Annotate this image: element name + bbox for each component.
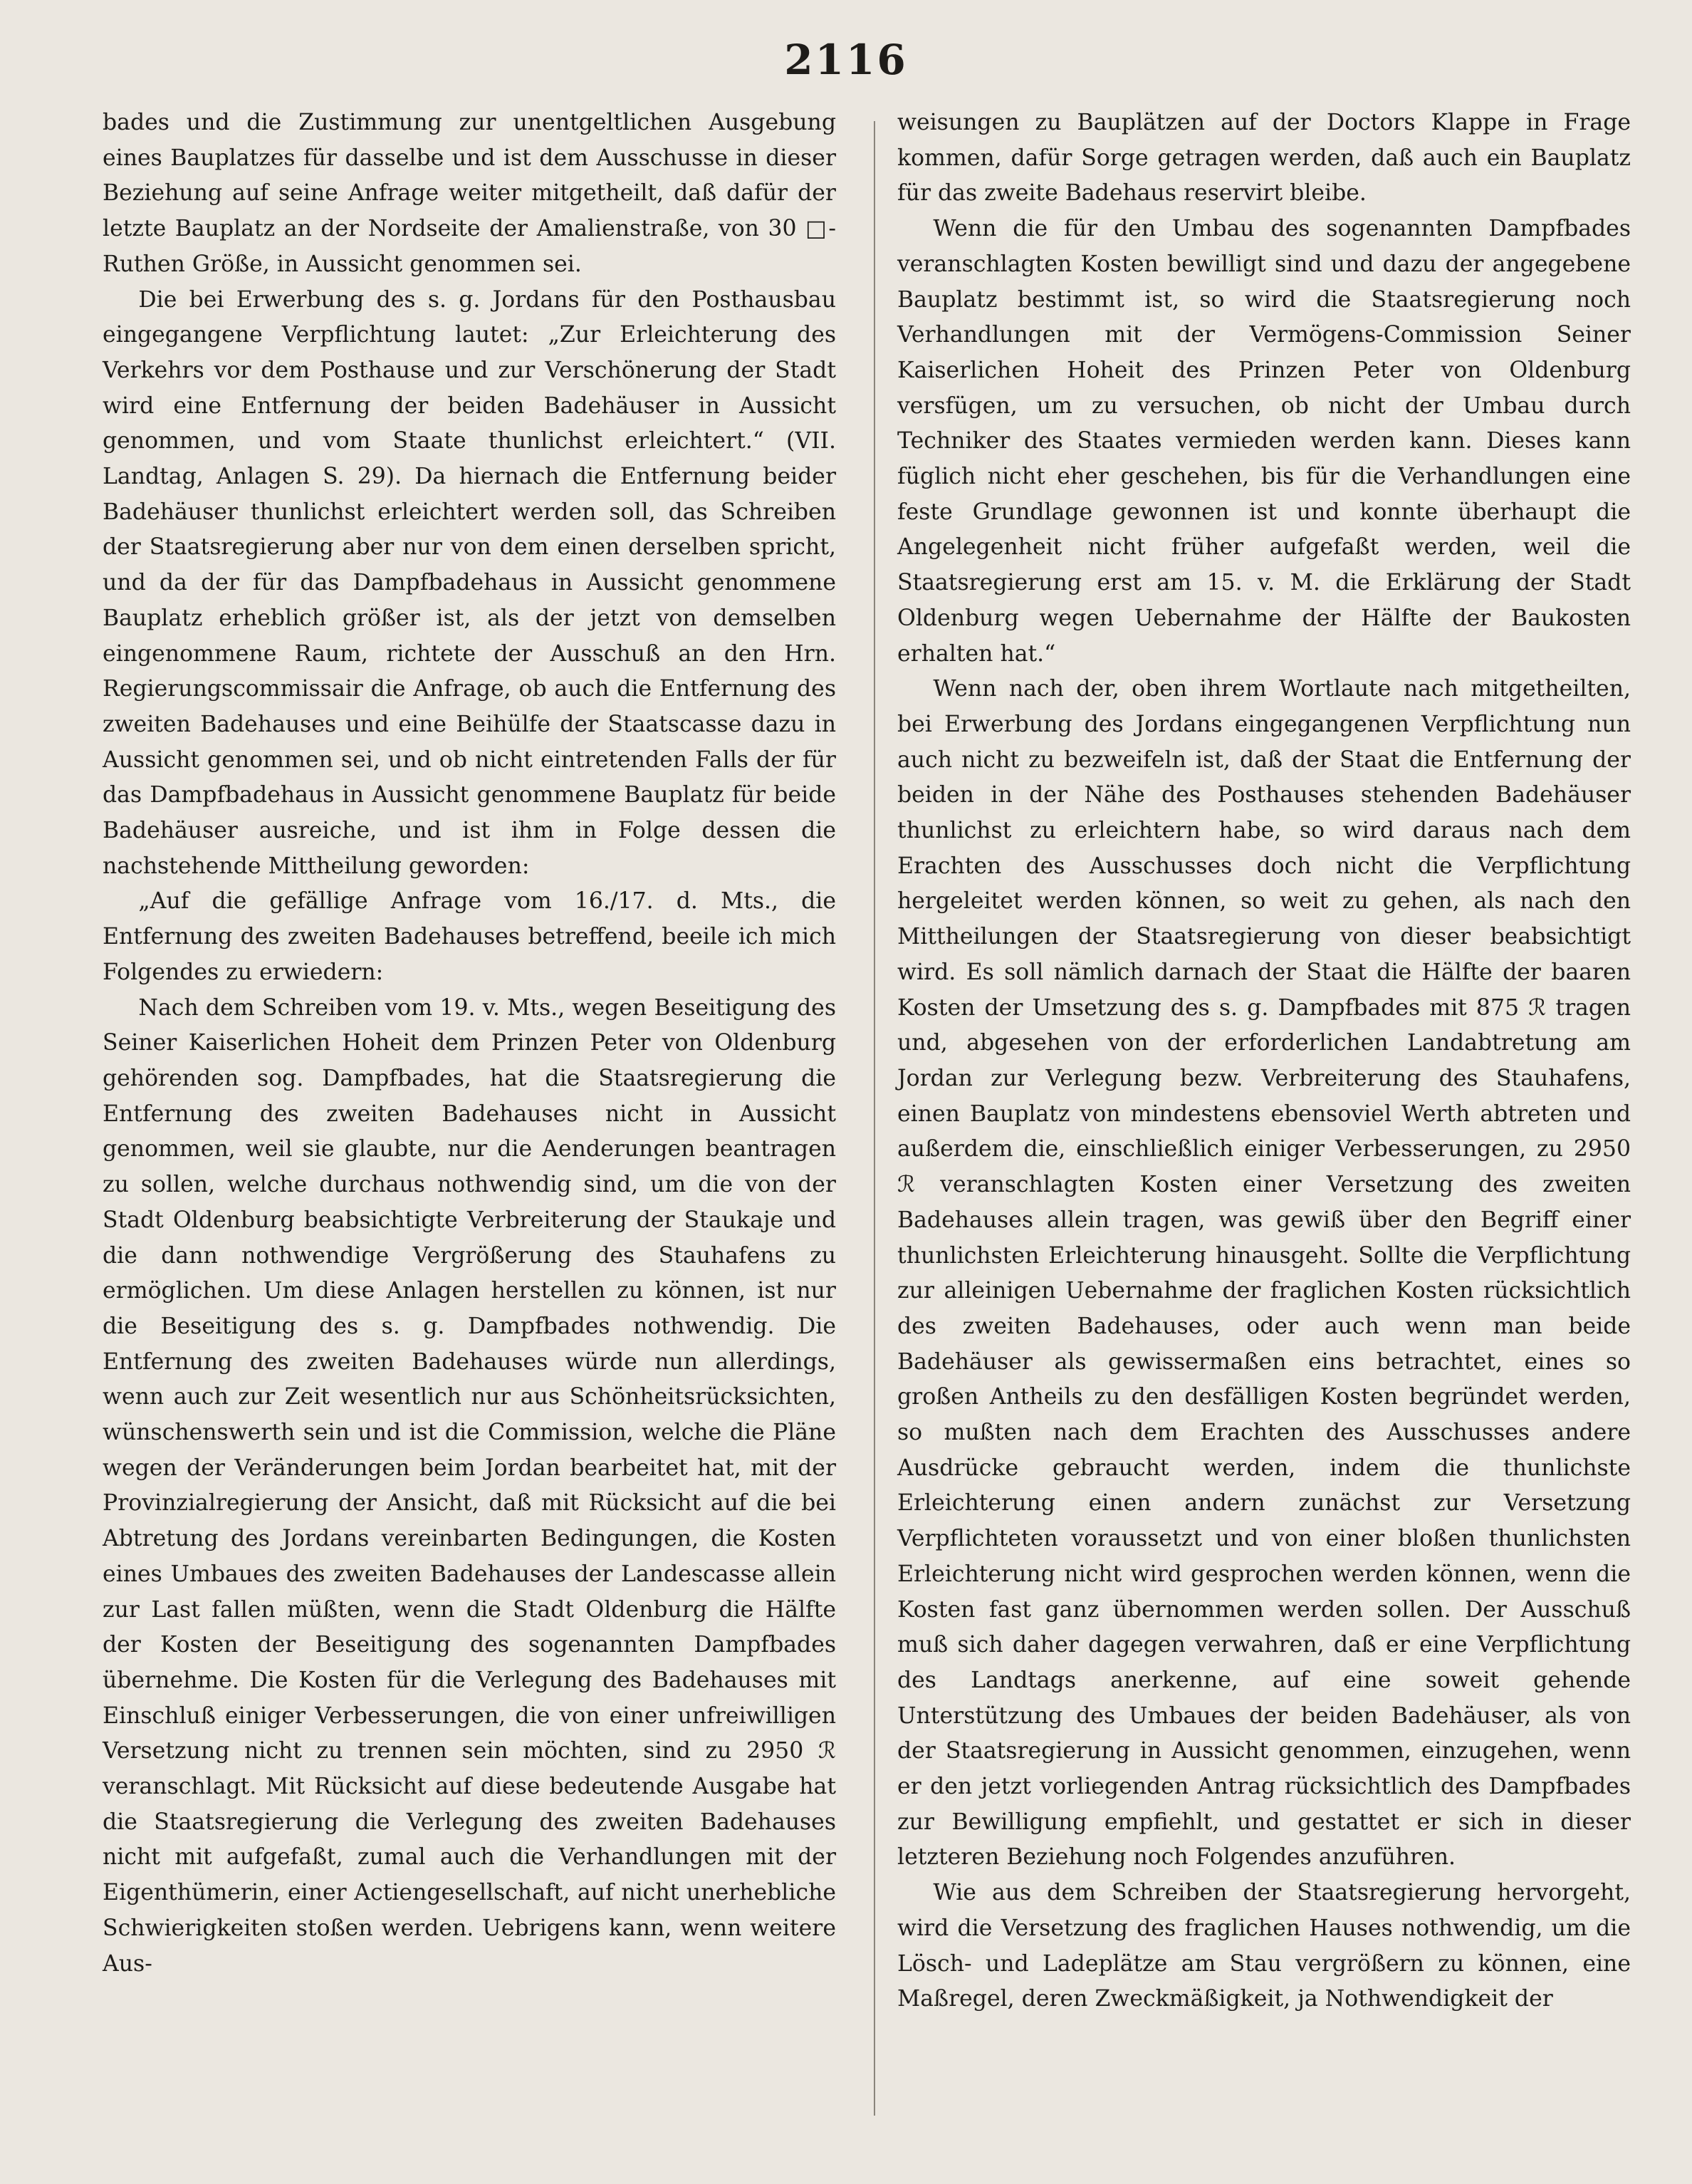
left-column	[103, 105, 836, 1982]
paragraph: Die bei Erwerbung des s. g. Jordans für den Posthausbau eingegangene Verpflichtung lautet: „Zur Erleichterung des Verkehrs vor dem Posthause und zur Verschönerung der Stadt wird eine Entfernung der beiden Badehäuser in Aussicht genommen, und vom Staate thunlichst erleichtert.“ (VII. Landtag, Anlagen S. 29). Da hiernach die Entfernung beider Badehäuser thunlichst erleichtert werden soll, das Schreiben der Staatsregierung aber nur von dem einen derselben spricht, und da der für das Dampfbadehaus in Aussicht genommene Bauplatz erheblich größer ist, als der jetzt von demselben eingenommene Raum, richtete der Ausschuß an den Hrn. Regierungscommissair die Anfrage, ob auch die Entfernung des zweiten Badehauses und eine Beihülfe der Staatscasse dazu in Aussicht genommen sei, und ob nicht eintretenden Falls der für das Dampfbadehaus in Aussicht genommene Bauplatz für beide Badehäuser ausreiche, und ist ihm in Folge dessen die nachstehende Mittheilung geworden:	[103, 286, 836, 879]
paragraph: Wie aus dem Schreiben der Staatsregierung hervorgeht, wird die Versetzung des fraglichen Hauses nothwendig, um die Lösch- und Ladeplätze am Stau vergrößern zu können, eine Maßregel, deren Zweckmäßigkeit, ja Nothwendigkeit der	[897, 1880, 1631, 2012]
right-column	[897, 105, 1631, 2017]
paragraph: Wenn nach der, oben ihrem Wortlaute nach mitgetheilten, bei Erwerbung des Jordans eingegangenen Verpflichtung nun auch nicht zu bezweifeln ist, daß der Staat die Entfernung der beiden in der Nähe des Posthauses stehenden Badehäuser thunlichst zu erleichtern habe, so wird daraus nach dem Erachten des Ausschusses doch nicht die Verpflichtung hergeleitet werden können, so weit zu gehen, als nach den Mittheilungen der Staatsregierung von dieser beabsichtigt wird. Es soll nämlich darnach der Staat die Hälfte der baaren Kosten der Umsetzung des s. g. Dampfbades mit 875 ℛ tragen und, abgesehen von der erforderlichen Landabtretung am Jordan zur Verlegung bezw. Verbreiterung des Stauhafens, einen Bauplatz von mindestens ebensoviel Werth abtreten und außerdem die, einschließlich einiger Verbesserungen, zu 2950 ℛ veranschlagten Kosten einer Versetzung des zweiten Badehauses allein tragen, was gewiß über den Begriff einer thunlichsten Erleichterung hinausgeht. Sollte die Verpflichtung zur alleinigen Uebernahme der fraglichen Kosten rücksichtlich des zweiten Badehauses, oder auch wenn man beide Badehäuser als gewissermaßen eins betrachtet, eines so großen Antheils zu den desfälligen Kosten begründet werden, so mußten nach dem Erachten des Ausschusses andere Ausdrücke gebraucht werden, indem die thunlichste Erleichterung einen andern zunächst zur Versetzung Verpflichteten voraussetzt und von einer bloßen thunlichsten Erleichterung nicht wird gesprochen werden können, wenn die Kosten fast ganz übernommen werden sollen. Der Ausschuß muß sich daher dagegen verwahren, daß er eine Verpflichtung des Landtags anerkenne, auf eine soweit gehende Unterstützung des Umbaues der beiden Badehäuser, als von der Staatsregierung in Aussicht genommen, einzugehen, wenn er den jetzt vorliegenden Antrag rücksichtlich des Dampfbades zur Bewilligung empfiehlt, und gestattet er sich in dieser letzteren Beziehung noch Folgendes anzuführen.	[897, 676, 1631, 1871]
paragraph: weisungen zu Bauplätzen auf der Doctors Klappe in Frage kommen, dafür Sorge getragen werden, daß auch ein Bauplatz für das zweite Badehaus reservirt bleibe.	[897, 110, 1631, 207]
paragraph: Nach dem Schreiben vom 19. v. Mts., wegen Beseitigung des Seiner Kaiserlichen Hoheit dem Prinzen Peter von Oldenburg gehörenden sog. Dampfbades, hat die Staatsregierung die Entfernung des zweiten Badehauses nicht in Aussicht genommen, weil sie glaubte, nur die Aenderungen beantragen zu sollen, welche durchaus nothwendig sind, um die von der Stadt Oldenburg beabsichtigte Verbreiterung der Staukaje und die dann nothwendige Vergrößerung des Stauhafens zu ermöglichen. Um diese Anlagen herstellen zu können, ist nur die Beseitigung des s. g. Dampfbades nothwendig. Die Entfernung des zweiten Badehauses würde nun allerdings, wenn auch zur Zeit wesentlich nur aus Schönheitsrücksichten, wünschenswerth sein und ist die Commission, welche die Pläne wegen der Veränderungen beim Jordan bearbeitet hat, mit der Provinzialregierung der Ansicht, daß mit Rücksicht auf die bei Abtretung des Jordans vereinbarten Bedingungen, die Kosten eines Umbaues des zweiten Badehauses der Landescasse allein zur Last fallen müßten, wenn die Stadt Oldenburg die Hälfte der Kosten der Beseitigung des sogenannten Dampfbades übernehme. Die Kosten für die Verlegung des Badehauses mit Einschluß einiger Verbesserungen, die von einer unfreiwilligen Versetzung nicht zu trennen sein möchten, sind zu 2950 ℛ veranschlagt. Mit Rücksicht auf diese bedeutende Ausgabe hat die Staatsregierung die Verlegung des zweiten Badehauses nicht mit aufgefaßt, zumal auch die Verhandlungen mit der Eigenthümerin, einer Actiengesellschaft, auf nicht unerhebliche Schwierigkeiten stoßen werden. Uebrigens kann, wenn weitere Aus-	[103, 994, 836, 1977]
page-number: 2116	[784, 36, 908, 84]
column-divider	[874, 121, 875, 2116]
paragraph: bades und die Zustimmung zur unentgeltlichen Ausgebung eines Bauplatzes für dasselbe und ist dem Ausschusse in dieser Beziehung auf seine Anfrage weiter mitgetheilt, daß dafür der letzte Bauplatz an der Nordseite der Amalienstraße, von 30 □-Ruthen Größe, in Aussicht genommen sei.	[103, 110, 836, 277]
paragraph: Wenn die für den Umbau des sogenannten Dampfbades veranschlagten Kosten bewilligt sind und dazu der angegebene Bauplatz bestimmt ist, so wird die Staatsregierung noch Verhandlungen mit der Vermögens-Commission Seiner Kaiserlichen Hoheit des Prinzen Peter von Oldenburg versfügen, um zu versuchen, ob nicht der Umbau durch Techniker des Staates vermieden werden kann. Dieses kann füglich nicht eher geschehen, bis für die Verhandlungen eine feste Grundlage gewonnen ist und konnte überhaupt die Angelegenheit nicht früher aufgefaßt werden, weil die Staatsregierung erst am 15. v. M. die Erklärung der Stadt Oldenburg wegen Uebernahme der Hälfte der Baukosten erhalten hat.“	[897, 216, 1631, 667]
paragraph: „Auf die gefällige Anfrage vom 16./17. d. Mts., die Entfernung des zweiten Badehauses betreffend, beeile ich mich Folgendes zu erwiedern:	[103, 888, 836, 985]
